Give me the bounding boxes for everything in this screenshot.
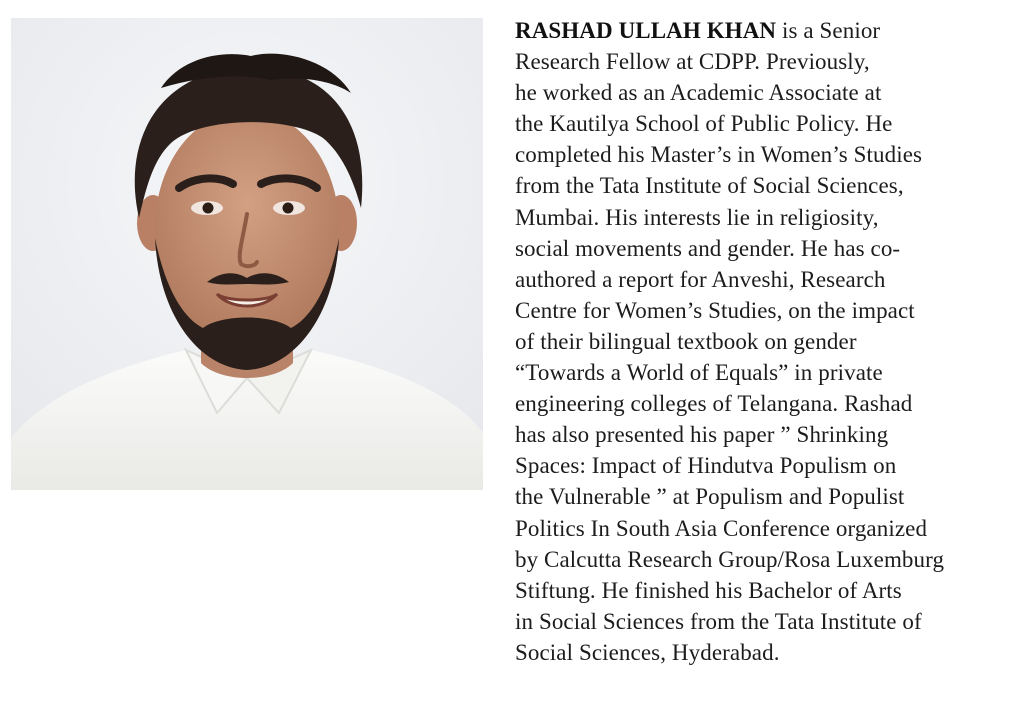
bio-line-20: in Social Sciences from the Tata Institute of [515,608,922,634]
bio-line-9: authored a report for Anveshi, Research [515,266,886,292]
bio-line-17: Politics In South Asia Conference organized [515,515,928,541]
bio-text [515,15,1015,668]
bio-line-2: Research Fellow at CDPP. Previously, [515,49,870,75]
portrait-photo [11,18,483,490]
bio-line-5: completed his Master’s in Women’s Studies [515,142,923,168]
bio-line-text: is a Senior [776,18,881,43]
bio-line-18: by Calcutta Research Group/Rosa Luxemburg [515,546,945,572]
bio-line-14: has also presented his paper ” Shrinking [515,422,889,448]
bio-line-15: Spaces: Impact of Hindutva Populism on [515,453,897,479]
person-name: RASHAD ULLAH KHAN [515,18,777,43]
bio-line-13: engineering colleges of Telangana. Rashad [515,391,913,417]
portrait-illustration [11,18,483,490]
bio-line-8: social movements and gender. He has co- [515,235,901,261]
bio-line-6: from the Tata Institute of Social Sciences, [515,173,904,199]
bio-line-19: Stiftung. He finished his Bachelor of Arts [515,577,902,603]
bio-line-4: the Kautilya School of Public Policy. He [515,111,893,137]
bio-line-1 [515,15,1015,46]
bio-line-11: of their bilingual textbook on gender [515,328,857,354]
bio-line-16: the Vulnerable ” at Populism and Populist [515,484,905,510]
bio-line-10: Centre for Women’s Studies, on the impact [515,297,915,323]
bio-line-21: Social Sciences, Hyderabad. [515,639,780,665]
bio-line-3: he worked as an Academic Associate at [515,80,882,106]
bio-line-12: “Towards a World of Equals” in private [515,360,883,386]
bio-line-7: Mumbai. His interests lie in religiosity, [515,204,879,230]
